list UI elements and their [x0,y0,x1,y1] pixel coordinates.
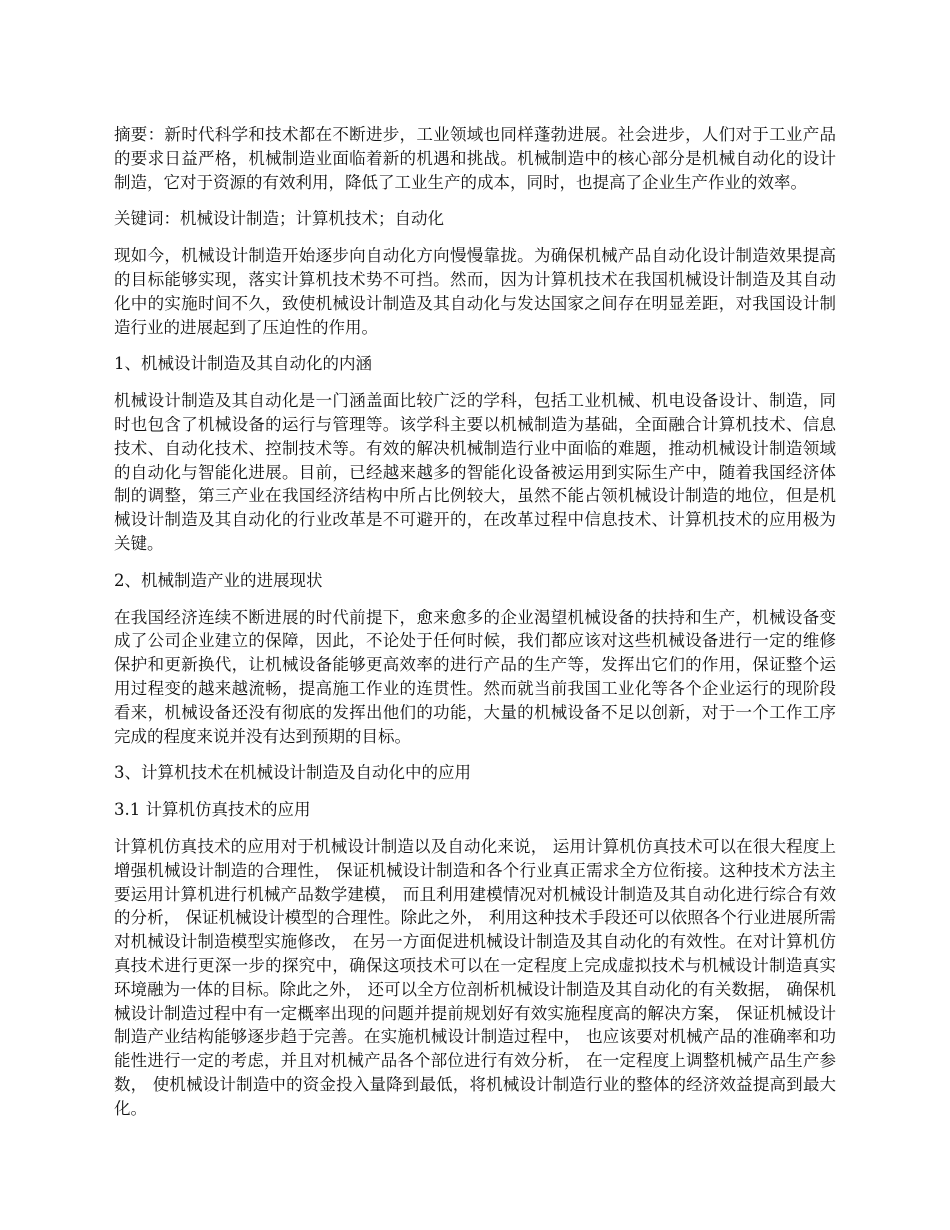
section-3-1-body: 计算机仿真技术的应用对于机械设计制造以及自动化来说， 运用计算机仿真技术可以在很大程度上增强机械设计制造的合理性， 保证机械设计制造和各个行业真正需求全方位衔接。这种技术方法主要运用计算机进行机械产品数学建模， 而且利用建模情况对机械设计制造及其自动化进行综合有效的分析， 保证机械设计模型的合理性。除此之外， 利用这种技术手段还可以依照各个行业进展所需对机械设计制造模型实施修改， 在另一方面促进机械设计制造及其自动化的有效性。在对计算机仿真技术进行更深一步的探究中，确保这项技术可以在一定程度上完成虚拟技术与机械设计制造真实环境融为一体的目标。除此之外， 还可以全方位剖析机械设计制造及其自动化的有关数据， 确保机械设计制造过程中有一定概率出现的问题并提前规划好有效实施程度高的解决方案， 保证机械设计制造产业结构能够逐步趋于完善。在实施机械设计制造过程中， 也应该要对机械产品的准确率和功能性进行一定的考虑，并且对机械产品各个部位进行有效分析， 在一定程度上调整机械产品生产参数， 使机械设计制造中的资金投入量降到最低，将机械设计制造行业的整体的经济效益提高到最大化。 [114,836,836,1118]
intro-paragraph: 现如今，机械设计制造开始逐步向自动化方向慢慢靠拢。为确保机械产品自动化设计制造效果提高的目标能够实现，落实计算机技术势不可挡。然而，因为计算机技术在我国机械设计制造及其自动化中的实施时间不久，致使机械设计制造及其自动化与发达国家之间存在明显差距，对我国设计制造行业的进展起到了压迫性的作用。 [114,246,836,337]
abstract-paragraph: 摘要：新时代科学和技术都在不断进步，工业领域也同样蓬勃进展。社会进步，人们对于工业产品的要求日益严格，机械制造业面临着新的机遇和挑战。机械制造中的核心部分是机械自动化的设计制造，它对于资源的有效利用，降低了工业生产的成本，同时，也提高了企业生产作业的效率。 [114,125,836,192]
section-1-heading: 1、机械设计制造及其自动化的内涵 [114,354,372,374]
keywords-line: 关键词：机械设计制造；计算机技术；自动化 [114,209,444,229]
section-2-heading: 2、机械制造产业的进展现状 [114,570,323,590]
section-1-body: 机械设计制造及其自动化是一门涵盖面比较广泛的学科，包括工业机械、机电设备设计、制造，同时也包含了机械设备的运行与管理等。该学科主要以机械制造为基础，全面融合计算机技术、信息技术、自动化技术、控制技术等。有效的解决机械制造行业中面临的难题，推动机械设计制造领域的自动化与智能化进展。目前，已经越来越多的智能化设备被运用到实际生产中，随着我国经济体制的调整，第三产业在我国经济结构中所占比例较大，虽然不能占领机械设计制造的地位，但是机械设计制造及其自动化的行业改革是不可避开的，在改革过程中信息技术、计算机技术的应用极为关键。 [114,391,836,553]
section-2-body: 在我国经济连续不断进展的时代前提下，愈来愈多的企业渴望机械设备的扶持和生产，机械设备变成了公司企业建立的保障，因此，不论处于任何时候，我们都应该对这些机械设备进行一定的维修保护和更新换代，让机械设备能够更高效率的进行产品的生产等，发挥出它们的作用，保证整个运用过程变的越来越流畅，提高施工作业的连贯性。然而就当前我国工业化等各个企业运行的现阶段看来，机械设备还没有彻底的发挥出他们的功能，大量的机械设备不足以创新，对于一个工作工序完成的程度来说并没有达到预期的目标。 [114,607,836,746]
section-3-heading: 3、计算机技术在机械设计制造及自动化中的应用 [114,763,471,783]
section-3-1-heading: 3.1 计算机仿真技术的应用 [114,800,311,820]
